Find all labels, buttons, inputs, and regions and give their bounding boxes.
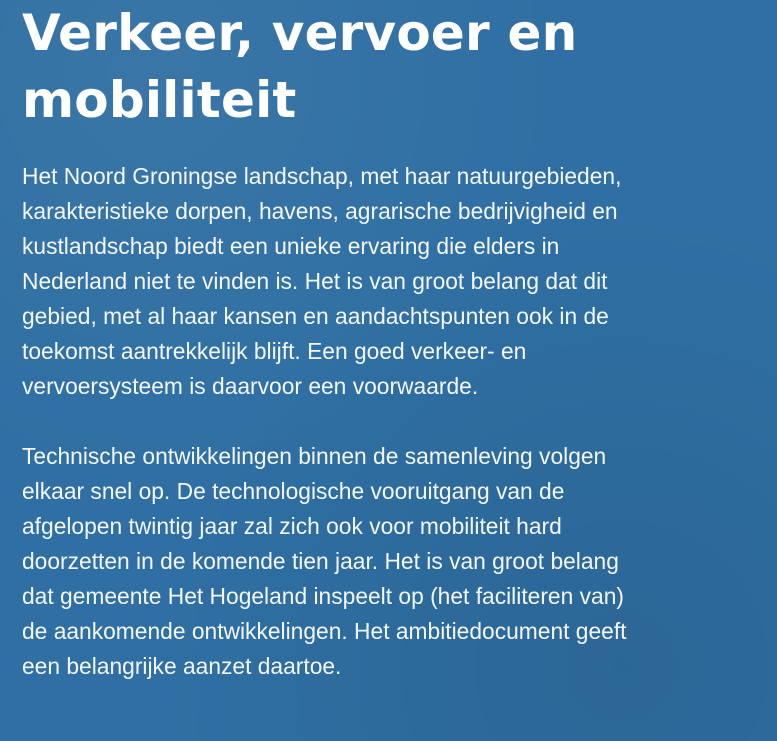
paragraph-line: gebied, met al haar kansen en aandachtspunten ook in de: [22, 303, 609, 329]
paragraph-line: afgelopen twintig jaar zal zich ook voor mobiliteit hard: [22, 513, 562, 539]
paragraph-line: Nederland niet te vinden is. Het is van groot belang dat dit: [22, 268, 608, 294]
paragraph-1: [22, 159, 757, 404]
paragraph-line: kustlandschap biedt een unieke ervaring die elders in: [22, 233, 560, 259]
page-title: [22, 0, 757, 134]
paragraph-line: dat gemeente Het Hogeland inspeelt op (het faciliteren van): [22, 583, 624, 609]
paragraph-line: Het Noord Groningse landschap, met haar natuurgebieden,: [22, 163, 622, 189]
title-line: Verkeer, vervoer en: [22, 4, 578, 62]
paragraph-line: karakteristieke dorpen, havens, agrarische bedrijvigheid en: [22, 198, 618, 224]
title-line: mobiliteit: [22, 71, 297, 129]
paragraph-line: doorzetten in de komende tien jaar. Het is van groot belang: [22, 548, 619, 574]
paragraph-line: Technische ontwikkelingen binnen de samenleving volgen: [22, 443, 607, 469]
paragraph-line: toekomst aantrekkelijk blijft. Een goed verkeer- en: [22, 338, 527, 364]
paragraph-2: [22, 439, 757, 684]
paragraph-line: een belangrijke aanzet daartoe.: [22, 653, 342, 679]
paragraph-line: vervoersysteem is daarvoor een voorwaarde.: [22, 373, 479, 399]
paragraph-line: de aankomende ontwikkelingen. Het ambitiedocument geeft: [22, 618, 627, 644]
paragraph-line: elkaar snel op. De technologische vooruitgang van de: [22, 478, 565, 504]
